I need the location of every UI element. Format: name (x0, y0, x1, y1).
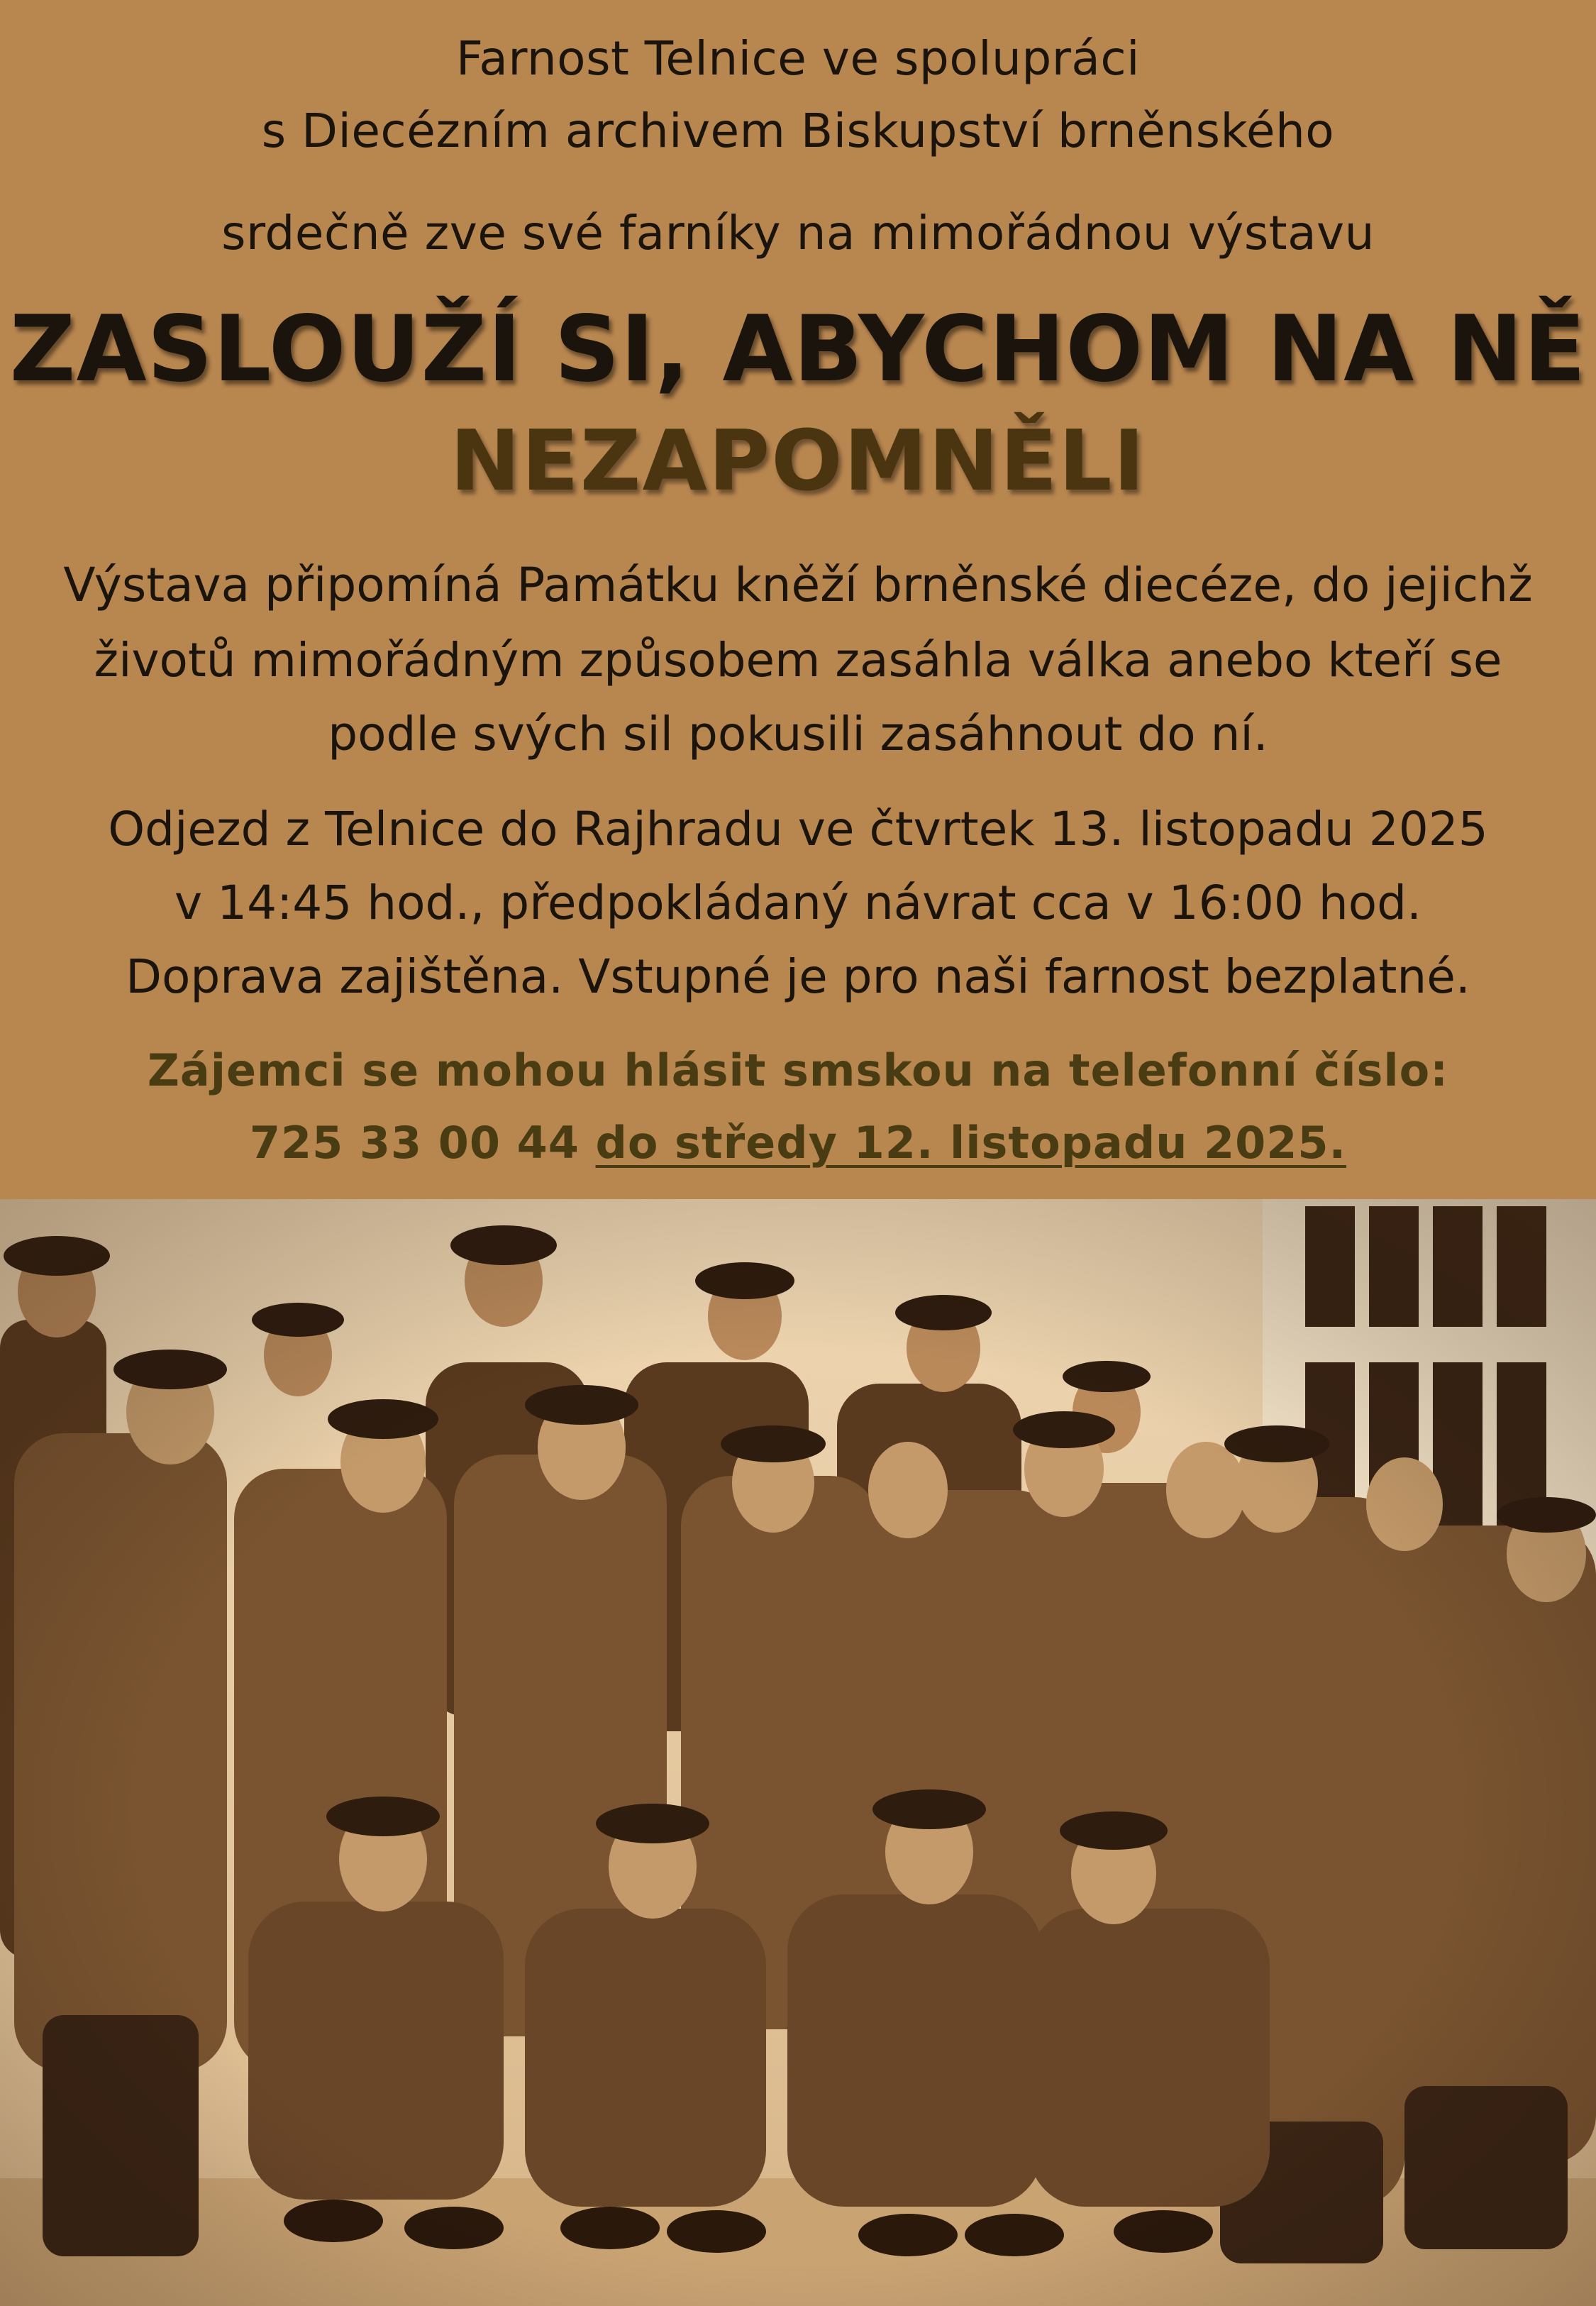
title-line-1: ZASLOUŽÍ SI, ABYCHOM NA NĚ (9, 297, 1587, 402)
deadline-text: do středy 12. listopadu 2025. (595, 1117, 1347, 1169)
title-line-2: NEZAPOMNĚLI (450, 412, 1146, 509)
trip-line-2: v 14:45 hod., předpokládaný návrat cca v 16:00 hod. (174, 876, 1422, 930)
historical-group-photo (0, 1199, 1596, 2306)
trip-line-1: Odjezd z Telnice do Rajhradu ve čtvrtek 13. listopadu 2025 (108, 802, 1488, 856)
description-line-3: podle svých sil pokusili zasáhnout do ní. (328, 707, 1268, 761)
trip-line-3: Doprava zajištěna. Vstupné je pro naši farnost bezplatné. (126, 949, 1470, 1004)
intro-line-1: Farnost Telnice ve spolupráci (456, 31, 1140, 86)
sepia-photo-illustration (0, 1199, 1596, 2306)
intro-line-2: s Diecézním archivem Biskupství brněnského (261, 104, 1335, 158)
contact-line-1: Zájemci se mohou hlásit smskou na telefonní číslo: (147, 1044, 1449, 1096)
description-line-2: životů mimořádným způsobem zasáhla válka anebo kteří se (94, 633, 1502, 688)
contact-line-2 (0, 1117, 1596, 1169)
intro-line-3: srdečně zve své farníky na mimořádnou výstavu (221, 206, 1375, 260)
description-line-1: Výstava připomíná Památku kněží brněnské diecéze, do jejichž (63, 558, 1533, 612)
phone-number: 725 33 00 44 (249, 1117, 580, 1169)
